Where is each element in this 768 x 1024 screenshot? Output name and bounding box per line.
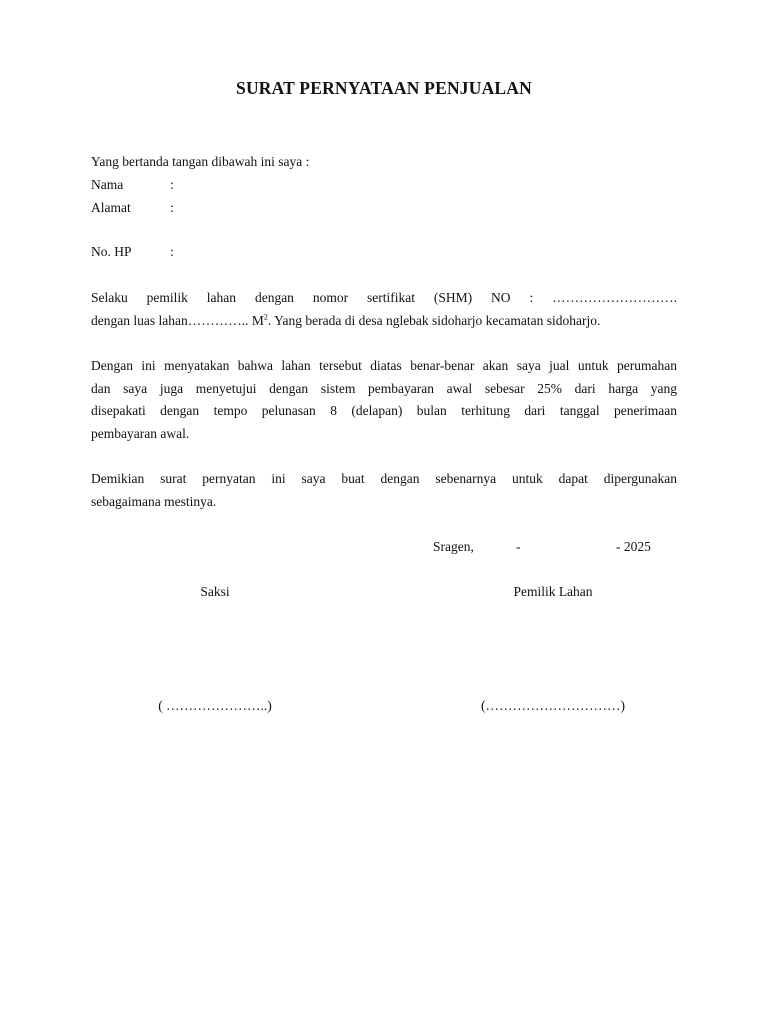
- para3-line2: sebagaimana mestinya.: [91, 494, 217, 509]
- alamat-colon: :: [170, 200, 174, 215]
- nama-label: Nama: [91, 177, 124, 192]
- hp-colon: :: [170, 244, 174, 259]
- witness-label: Saksi: [200, 584, 230, 599]
- witness-signature-line: ( …………………..): [158, 698, 272, 713]
- para1-line2-post: . Yang berada di desa nglebak sidoharjo kecamatan sidoharjo.: [267, 313, 601, 328]
- date-year: - 2025: [616, 539, 651, 554]
- date-dash: -: [516, 539, 521, 554]
- owner-label: Pemilik Lahan: [513, 584, 593, 599]
- para3-line1: Demikian surat pernyatan ini saya buat dengan sebenarnya untuk dapat dipergunakan: [91, 471, 677, 486]
- para1-line2-pre: dengan luas lahan………….. M: [91, 313, 264, 328]
- date-place: Sragen,: [433, 539, 474, 554]
- hp-label: No. HP: [91, 244, 132, 259]
- nama-colon: :: [170, 177, 174, 192]
- owner-signature-line: (…………………………): [481, 698, 625, 713]
- document-title: SURAT PERNYATAAN PENJUALAN: [236, 78, 532, 98]
- alamat-label: Alamat: [91, 200, 131, 215]
- para1-line1: Selaku pemilik lahan dengan nomor sertifikat (SHM) NO : ……………………….: [91, 290, 677, 305]
- para2-line2: dan saya juga menyetujui dengan sistem pembayaran awal sebesar 25% dari harga yang: [91, 381, 677, 396]
- intro-text: Yang bertanda tangan dibawah ini saya :: [91, 154, 310, 169]
- para2-line1: Dengan ini menyatakan bahwa lahan tersebut diatas benar-benar akan saya jual untuk perumahan: [91, 358, 677, 373]
- superscript-2: 2: [263, 312, 268, 322]
- para2-line4: pembayaran awal.: [91, 426, 190, 441]
- para2-line3: disepakati dengan tempo pelunasan 8 (delapan) bulan terhitung dari tanggal penerimaan: [91, 403, 677, 418]
- para1-line2: [91, 313, 600, 329]
